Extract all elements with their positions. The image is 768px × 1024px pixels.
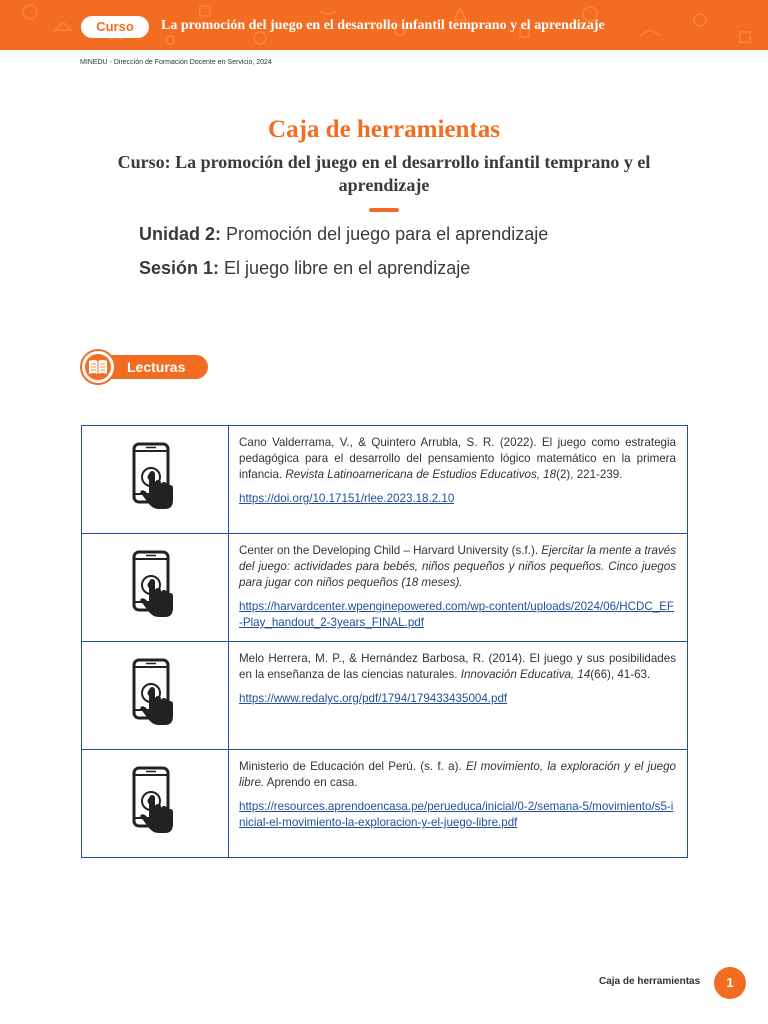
reading-icon-cell	[82, 426, 229, 534]
reading-citation: Ministerio de Educación del Perú. (s. f. a). El movimiento, la exploración y el juego libre. Aprendo en casa.	[239, 760, 676, 789]
reading-text-cell	[229, 534, 688, 642]
unit-label: Unidad 2:	[139, 224, 222, 244]
footer-label: Caja de herramientas	[599, 976, 701, 987]
reading-text-cell	[229, 750, 688, 858]
reading-text-cell	[229, 426, 688, 534]
credit-line: MINEDU - Dirección de Formación Docente en Servicio, 2024	[80, 59, 272, 66]
smartphone-tap-icon	[132, 658, 178, 736]
reading-row	[82, 426, 688, 534]
book-icon	[80, 349, 116, 385]
smartphone-tap-icon	[132, 550, 178, 628]
course-title: Curso: La promoción del juego en el desarrollo infantil temprano y el aprendizaje	[117, 152, 651, 195]
reading-icon-cell	[82, 642, 229, 750]
session-value: El juego libre en el aprendizaje	[224, 258, 471, 278]
header-bar	[0, 0, 768, 50]
session-line	[139, 258, 470, 279]
smartphone-tap-icon	[132, 442, 178, 520]
reading-link[interactable]: https://harvardcenter.wpenginepowered.com/wp-content/uploads/2024/06/HCDC_EF-Play_handout_2-3years_FINAL.pdf	[239, 600, 675, 629]
page-number: 1	[714, 967, 746, 999]
reading-icon-cell	[82, 750, 229, 858]
reading-text-cell	[229, 642, 688, 750]
reading-citation: Cano Valderrama, V., & Quintero Arrubla, S. R. (2022). El juego como estrategia pedagógica para el desarrollo del pensamiento lógico matemático en la primera infancia. Revista Latinoamericana de Estudios Educativos, 18(2), 221-239.	[239, 436, 676, 481]
reading-link[interactable]: https://doi.org/10.17151/rlee.2023.18.2.10	[239, 492, 455, 505]
reading-row	[82, 534, 688, 642]
reading-row	[82, 750, 688, 858]
session-label: Sesión 1:	[139, 258, 220, 278]
header-course-title: La promoción del juego en el desarrollo infantil temprano y el aprendizaje	[161, 18, 605, 33]
course-badge: Curso	[81, 16, 149, 38]
unit-line	[139, 224, 548, 245]
reading-citation: Center on the Developing Child – Harvard University (s.f.). Ejercitar la mente a través del juego: actividades para bebés, niños pequeños y niños pequeños. Cinco juegos para jugar con niños pequeños (18 meses).	[239, 544, 677, 589]
reading-link[interactable]: https://resources.aprendoencasa.pe/perueduca/inicial/0-2/semana-5/movimiento/s5-inicial-el-movimiento-la-exploracion-y-el-juego-libre.pdf	[239, 800, 674, 829]
title-divider	[369, 208, 399, 212]
section-label: Lecturas	[100, 355, 208, 379]
reading-row	[82, 642, 688, 750]
reading-citation: Melo Herrera, M. P., & Hernández Barbosa, R. (2014). El juego y sus posibilidades en la enseñanza de las ciencias naturales. Innovación Educativa, 14(66), 41-63.	[239, 652, 676, 681]
reading-icon-cell	[82, 534, 229, 642]
reading-link[interactable]: https://www.redalyc.org/pdf/1794/179433435004.pdf	[239, 692, 508, 705]
page-title: Caja de herramientas	[268, 116, 500, 143]
readings-table	[81, 425, 688, 858]
smartphone-tap-icon	[132, 766, 178, 844]
unit-value: Promoción del juego para el aprendizaje	[226, 224, 549, 244]
